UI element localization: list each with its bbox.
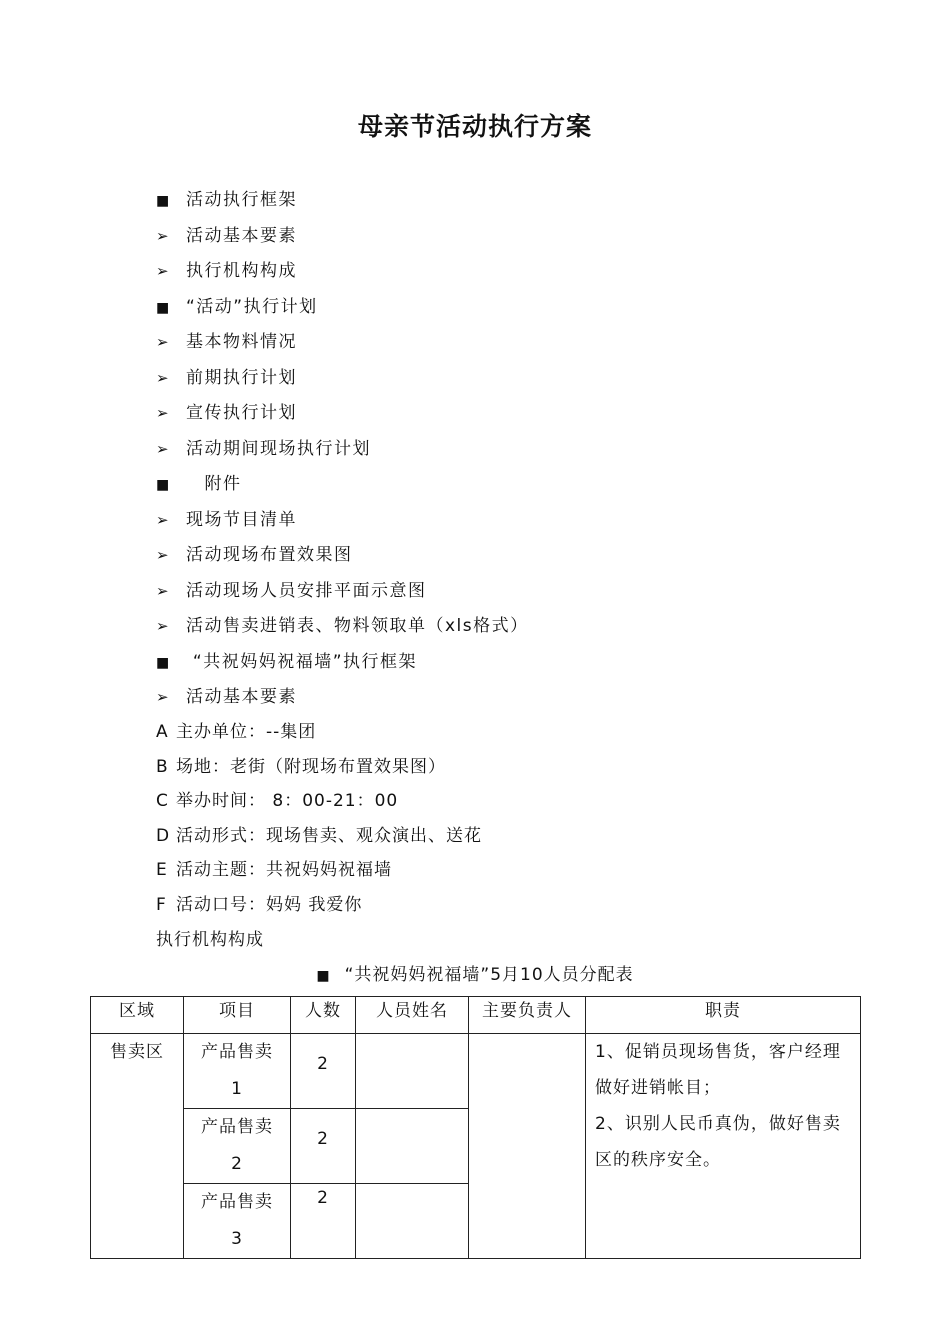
- element-item: [156, 819, 482, 854]
- project-number: 3: [231, 1229, 243, 1249]
- project-number: 1: [231, 1079, 243, 1099]
- element-text: 活动主题：共祝妈妈祝福墙: [176, 860, 392, 881]
- arrow-bullet-icon: ➢: [156, 404, 171, 422]
- outline-item: [156, 183, 529, 219]
- column-header-area: 区域: [91, 997, 184, 1034]
- outline-item: [156, 680, 529, 716]
- area-cell: 售卖区: [91, 1034, 184, 1259]
- project-cell: [184, 1109, 291, 1184]
- arrow-bullet-icon: ➢: [156, 262, 171, 280]
- arrow-bullet-icon: ➢: [156, 226, 171, 245]
- element-text: 活动形式：现场售卖、观众演出、送花: [176, 825, 482, 846]
- outline-item-text: 基本物料情况: [186, 332, 297, 352]
- org-structure-heading: 执行机构构成: [156, 930, 264, 950]
- table-caption: [0, 958, 950, 993]
- document-title: 母亲节活动执行方案: [357, 112, 592, 141]
- outline-item: [156, 538, 529, 574]
- outline-item-text: 宣传执行计划: [186, 403, 297, 423]
- element-letter: C: [156, 791, 169, 812]
- outline-item-text: 活动现场布置效果图: [186, 545, 353, 565]
- outline-item-text: 附件: [186, 474, 242, 494]
- outline-item: [156, 290, 529, 326]
- table-caption-text: “共祝妈妈祝福墙”5月10人员分配表: [344, 965, 634, 985]
- element-text: 场地：老街（附现场布置效果图）: [176, 756, 446, 777]
- outline-item-text: 现场节目清单: [186, 509, 297, 530]
- square-bullet-icon: ■: [156, 477, 171, 493]
- duty-item: 2、识别人民币真伪，做好售卖区的秩序安全。: [595, 1114, 841, 1170]
- project-name: 产品售卖: [201, 1192, 273, 1212]
- project-name: 产品售卖: [201, 1117, 273, 1137]
- outline-item: [156, 609, 529, 645]
- count-cell: 2: [291, 1034, 356, 1109]
- column-header-lead: 主要负责人: [469, 997, 586, 1034]
- element-item: [156, 853, 482, 888]
- outline-item: [156, 574, 529, 610]
- square-bullet-icon: ■: [316, 968, 331, 984]
- duty-item: 1、促销员现场售货，客户经理做好进销帐目；: [595, 1042, 841, 1098]
- element-text: 举办时间： 8：00-21：00: [176, 791, 399, 812]
- outline-list: [156, 183, 529, 716]
- element-text: 主办单位：--集团: [176, 722, 317, 742]
- outline-item-text: “共祝妈妈祝福墙”执行框架: [186, 651, 418, 672]
- outline-item-text: 前期执行计划: [186, 367, 297, 388]
- arrow-bullet-icon: ➢: [156, 688, 171, 706]
- column-header-project: 项目: [184, 997, 291, 1034]
- arrow-bullet-icon: ➢: [156, 439, 171, 458]
- element-letter: A: [156, 722, 169, 742]
- outline-item-text: 活动现场人员安排平面示意图: [186, 580, 427, 601]
- outline-item: [156, 254, 529, 290]
- outline-item: [156, 396, 529, 432]
- arrow-bullet-icon: ➢: [156, 617, 171, 635]
- outline-item: [156, 325, 529, 361]
- project-cell: [184, 1034, 291, 1109]
- count-cell: 2: [291, 1184, 356, 1259]
- square-bullet-icon: ■: [156, 654, 171, 671]
- project-name: 产品售卖: [201, 1042, 273, 1062]
- outline-item: [156, 503, 529, 539]
- element-item: [156, 715, 482, 750]
- element-item: [156, 784, 482, 819]
- element-letter: F: [156, 894, 167, 915]
- square-bullet-icon: ■: [156, 193, 171, 209]
- outline-item-text: 活动基本要素: [186, 687, 297, 707]
- outline-item: [156, 361, 529, 397]
- table-header-row: [91, 997, 861, 1034]
- element-item: [156, 888, 482, 923]
- duties-cell: [586, 1034, 861, 1259]
- element-text: 活动口号：妈妈 我爱你: [176, 894, 363, 915]
- outline-item-text: 活动期间现场执行计划: [186, 438, 371, 459]
- table-row: [91, 1034, 861, 1109]
- outline-item-text: 活动执行框架: [186, 190, 297, 210]
- arrow-bullet-icon: ➢: [156, 546, 171, 564]
- arrow-bullet-icon: ➢: [156, 510, 171, 529]
- element-letter: D: [156, 825, 171, 846]
- outline-item: [156, 219, 529, 255]
- arrow-bullet-icon: ➢: [156, 333, 171, 351]
- names-cell: [356, 1184, 469, 1259]
- names-cell: [356, 1034, 469, 1109]
- column-header-names: 人员姓名: [356, 997, 469, 1034]
- lead-cell: [469, 1034, 586, 1259]
- column-header-count: 人数: [291, 997, 356, 1034]
- outline-item: [156, 645, 529, 681]
- square-bullet-icon: ■: [156, 299, 171, 316]
- staff-allocation-table: [90, 996, 861, 1259]
- count-cell: 2: [291, 1109, 356, 1184]
- element-letter: E: [156, 860, 168, 881]
- column-header-duties: 职责: [586, 997, 861, 1034]
- outline-item-text: 活动售卖进销表、物料领取单（xls格式）: [186, 616, 529, 636]
- element-item: [156, 750, 482, 785]
- arrow-bullet-icon: ➢: [156, 581, 171, 600]
- outline-item: [156, 432, 529, 468]
- basic-elements-list: [156, 715, 482, 923]
- arrow-bullet-icon: ➢: [156, 368, 171, 387]
- element-letter: B: [156, 756, 169, 777]
- outline-item-text: 执行机构构成: [186, 261, 297, 281]
- outline-item: [156, 467, 529, 503]
- names-cell: [356, 1109, 469, 1184]
- project-cell: [184, 1184, 291, 1259]
- project-number: 2: [231, 1154, 243, 1174]
- outline-item-text: “活动”执行计划: [186, 296, 318, 317]
- outline-item-text: 活动基本要素: [186, 225, 297, 246]
